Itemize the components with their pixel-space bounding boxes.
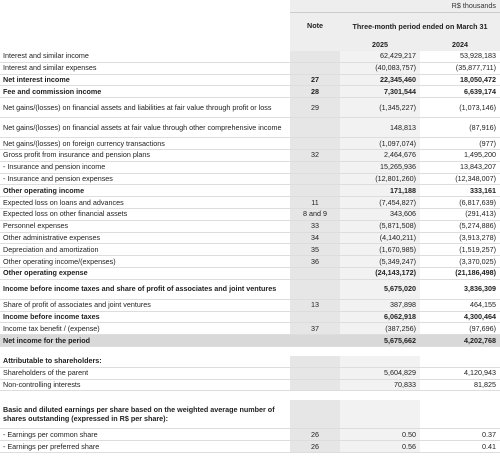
row-value-2025: 5,675,662 (340, 335, 420, 347)
row-value-2024: (21,186,498) (420, 267, 500, 279)
year-header-row (0, 39, 500, 51)
row-value-2025: (4,140,211) (340, 232, 420, 244)
statement-row (0, 173, 500, 185)
row-label: - Earnings per common share (0, 429, 290, 441)
row-note (290, 62, 340, 74)
period-header-row (0, 13, 500, 40)
row-label: Other operating expense (0, 267, 290, 279)
unit-header-row (0, 0, 500, 13)
row-note: 13 (290, 299, 340, 311)
row-note: 8 and 9 (290, 208, 340, 220)
row-label: Interest and similar expenses (0, 62, 290, 74)
period-header: Three-month period ended on March 31 (340, 13, 500, 40)
row-note: 28 (290, 86, 340, 98)
row-label: - Earnings per preferred share (0, 441, 290, 453)
row-value-2024: 1,495,200 (420, 149, 500, 161)
row-value-2025: 5,604,829 (340, 367, 420, 379)
row-label: Gross profit from insurance and pension plans (0, 149, 290, 161)
statement-row (0, 51, 500, 62)
unit-label: R$ thousands (290, 0, 500, 13)
statement-row (0, 185, 500, 197)
row-value-2025: (5,349,247) (340, 256, 420, 268)
row-value-2024: 464,155 (420, 299, 500, 311)
row-value-2025: 0.50 (340, 429, 420, 441)
statement-row (0, 244, 500, 256)
statement-row (0, 161, 500, 173)
row-label: Interest and similar income (0, 51, 290, 62)
row-value-2024: 53,928,183 (420, 51, 500, 62)
row-value-2025: 70,833 (340, 379, 420, 391)
row-note (290, 138, 340, 150)
row-note: 34 (290, 232, 340, 244)
statement-row (0, 220, 500, 232)
row-label: Share of profit of associates and joint ventures (0, 299, 290, 311)
row-value-2025: 343,606 (340, 208, 420, 220)
statement-row (0, 118, 500, 138)
row-value-2024: (3,370,025) (420, 256, 500, 268)
statement-row (0, 74, 500, 86)
row-label: Other administrative expenses (0, 232, 290, 244)
year-2025-header: 2025 (340, 39, 420, 51)
row-value-2024: 0.41 (420, 441, 500, 453)
row-value-2024: (1,073,146) (420, 98, 500, 118)
row-note (290, 311, 340, 323)
row-value-2024: 3,836,309 (420, 279, 500, 299)
eps-row (0, 429, 500, 441)
statement-row (0, 138, 500, 150)
row-value-2025: 6,062,918 (340, 311, 420, 323)
row-value-2025: 22,345,460 (340, 74, 420, 86)
statement-row (0, 311, 500, 323)
row-value-2025: (5,871,508) (340, 220, 420, 232)
note-column-header: Note (290, 13, 340, 40)
row-label: Expected loss on loans and advances (0, 197, 290, 209)
row-value-2025: 7,301,544 (340, 86, 420, 98)
statement-row (0, 149, 500, 161)
row-value-2025: 387,898 (340, 299, 420, 311)
row-note (290, 185, 340, 197)
row-value-2025: (1,670,985) (340, 244, 420, 256)
row-value-2025: 2,464,676 (340, 149, 420, 161)
row-value-2024: (87,916) (420, 118, 500, 138)
row-value-2025: (7,454,827) (340, 197, 420, 209)
row-label: Fee and commission income (0, 86, 290, 98)
row-note (290, 367, 340, 379)
row-label: Net income for the period (0, 335, 290, 347)
row-label: - Insurance and pension expenses (0, 173, 290, 185)
row-label: Income before income taxes (0, 311, 290, 323)
row-value-2025: (12,801,260) (340, 173, 420, 185)
row-label: Other operating income/(expenses) (0, 256, 290, 268)
row-value-2025: (1,345,227) (340, 98, 420, 118)
row-label: Shareholders of the parent (0, 367, 290, 379)
row-label: Net gains/(losses) on foreign currency transactions (0, 138, 290, 150)
row-note (290, 279, 340, 299)
row-value-2025: 148,813 (340, 118, 420, 138)
row-note: 37 (290, 323, 340, 335)
row-note: 35 (290, 244, 340, 256)
row-value-2024: 333,161 (420, 185, 500, 197)
row-note: 27 (290, 74, 340, 86)
statement-row (0, 208, 500, 220)
statement-row (0, 197, 500, 209)
statement-row (0, 267, 500, 279)
row-note: 11 (290, 197, 340, 209)
section-heading: Attributable to shareholders: (0, 356, 290, 367)
statement-row (0, 335, 500, 347)
row-value-2024: 18,050,472 (420, 74, 500, 86)
row-label: Personnel expenses (0, 220, 290, 232)
row-value-2024: 81,825 (420, 379, 500, 391)
statement-row (0, 86, 500, 98)
row-label: Expected loss on other financial assets (0, 208, 290, 220)
row-value-2025: 0.56 (340, 441, 420, 453)
row-note: 33 (290, 220, 340, 232)
row-value-2025: (24,143,172) (340, 267, 420, 279)
row-label: Net interest income (0, 74, 290, 86)
attributable-row (0, 379, 500, 391)
row-note (290, 335, 340, 347)
year-2024-header: 2024 (420, 39, 500, 51)
row-note (290, 267, 340, 279)
row-label: Other operating income (0, 185, 290, 197)
row-label: Income before income taxes and share of profit of associates and joint ventures (0, 279, 290, 299)
row-value-2024: 13,843,207 (420, 161, 500, 173)
row-label: - Insurance and pension income (0, 161, 290, 173)
row-note: 26 (290, 441, 340, 453)
row-note (290, 161, 340, 173)
row-note (290, 118, 340, 138)
section-heading-row (0, 400, 500, 429)
statement-row (0, 279, 500, 299)
row-value-2024: (5,274,886) (420, 220, 500, 232)
row-value-2024: (97,696) (420, 323, 500, 335)
statement-row (0, 98, 500, 118)
row-value-2024: (12,348,007) (420, 173, 500, 185)
statement-row (0, 232, 500, 244)
row-value-2024: (1,519,257) (420, 244, 500, 256)
row-note: 36 (290, 256, 340, 268)
row-value-2024: 4,300,464 (420, 311, 500, 323)
row-note (290, 379, 340, 391)
row-label: Income tax benefit / (expense) (0, 323, 290, 335)
row-value-2024: 0.37 (420, 429, 500, 441)
row-label: Net gains/(losses) on financial assets and liabilities at fair value through profit or loss (0, 98, 290, 118)
row-label: Net gains/(losses) on financial assets at fair value through other comprehensive income (0, 118, 290, 138)
row-note: 26 (290, 429, 340, 441)
statement-body (0, 51, 500, 452)
row-value-2024: (977) (420, 138, 500, 150)
row-value-2024: (3,913,278) (420, 232, 500, 244)
statement-row (0, 62, 500, 74)
row-value-2025: 171,188 (340, 185, 420, 197)
row-value-2024: 6,639,174 (420, 86, 500, 98)
row-note (290, 51, 340, 62)
statement-row (0, 323, 500, 335)
attributable-row (0, 367, 500, 379)
spacer-row (0, 346, 500, 356)
eps-row (0, 441, 500, 453)
row-note: 29 (290, 98, 340, 118)
row-value-2024: 4,120,943 (420, 367, 500, 379)
row-value-2024: (35,877,711) (420, 62, 500, 74)
row-value-2024: (6,817,639) (420, 197, 500, 209)
row-note: 32 (290, 149, 340, 161)
row-value-2024: (291,413) (420, 208, 500, 220)
row-value-2025: 62,429,217 (340, 51, 420, 62)
row-label: Depreciation and amortization (0, 244, 290, 256)
row-value-2025: (40,083,757) (340, 62, 420, 74)
row-value-2025: (1,097,074) (340, 138, 420, 150)
row-value-2025: 5,675,020 (340, 279, 420, 299)
row-label: Non-controlling interests (0, 379, 290, 391)
row-value-2025: (387,256) (340, 323, 420, 335)
section-heading-row (0, 356, 500, 367)
row-value-2024: 4,202,768 (420, 335, 500, 347)
row-note (290, 173, 340, 185)
section-heading: Basic and diluted earnings per share based on the weighted average number of shares outstanding (expressed in R$ per share): (0, 400, 290, 429)
statement-row (0, 299, 500, 311)
statement-row (0, 256, 500, 268)
spacer-row (0, 391, 500, 401)
row-value-2025: 15,265,936 (340, 161, 420, 173)
